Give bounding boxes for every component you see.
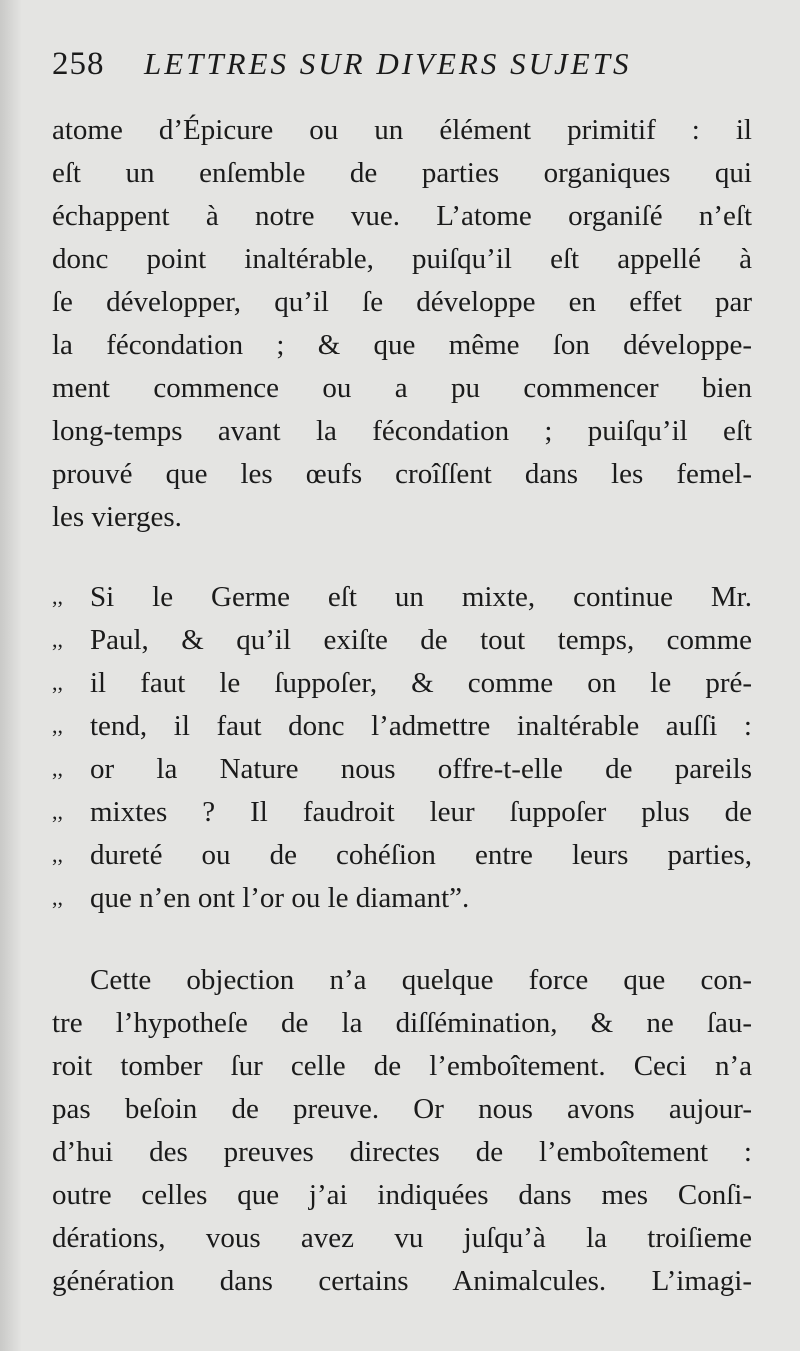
text-line: pas beſoin de preuve. Or nous avons aujour- (52, 1093, 752, 1125)
page-number: 258 (52, 46, 105, 82)
quote-line: or la Nature nous offre-t-elle de pareils (90, 753, 752, 785)
text-line: tre l’hypotheſe de la diſſémination, & ne ſau- (52, 1007, 752, 1039)
quote-line: tend, il faut donc l’admettre inaltérable auſſi : (90, 710, 752, 742)
quote-mark: ,, (52, 799, 63, 824)
text-line: prouvé que les œufs croîſſent dans les femel- (52, 458, 752, 490)
text-line: ſe développer, qu’il ſe développe en effet par (52, 286, 752, 318)
text-line: échappent à notre vue. L’atome organiſé n’eſt (52, 200, 752, 232)
text-line: eſt un enſemble de parties organiques qui (52, 157, 752, 189)
text-line: Cette objection n’a quelque force que con- (90, 964, 752, 996)
text-line: les vierges. (52, 501, 182, 533)
quote-line: Si le Germe eſt un mixte, continue Mr. (90, 581, 752, 613)
text-line: d’hui des preuves directes de l’emboîtement : (52, 1136, 752, 1168)
quote-line: Paul, & qu’il exiſte de tout temps, comme (90, 624, 752, 656)
running-title: LETTRES SUR DIVERS SUJETS (144, 46, 632, 81)
text-line: outre celles que j’ai indiquées dans mes Conſi- (52, 1179, 752, 1211)
quote-line: il faut le ſuppoſer, & comme on le pré- (90, 667, 752, 699)
quote-mark: ,, (52, 713, 63, 738)
quote-mark: ,, (52, 627, 63, 652)
text-line: long-temps avant la fécondation ; puiſqu’il eſt (52, 415, 752, 447)
text-line: dérations, vous avez vu juſqu’à la troiſieme (52, 1222, 752, 1254)
quote-mark: ,, (52, 756, 63, 781)
quote-mark: ,, (52, 670, 63, 695)
quote-mark: ,, (52, 584, 63, 609)
quote-line: mixtes ? Il faudroit leur ſuppoſer plus de (90, 796, 752, 828)
text-line: la fécondation ; & que même ſon développe- (52, 329, 752, 361)
text-line: atome d’Épicure ou un élément primitif : il (52, 114, 752, 146)
text-line: génération dans certains Animalcules. L’imagi- (52, 1265, 752, 1297)
quote-mark: ,, (52, 842, 63, 867)
quote-line: que n’en ont l’or ou le diamant”. (90, 882, 470, 914)
quote-line: dureté ou de cohéſion entre leurs parties, (90, 839, 752, 871)
text-line: ment commence ou a pu commencer bien (52, 372, 752, 404)
page-header (52, 42, 752, 92)
text-line: donc point inaltérable, puiſqu’il eſt appellé à (52, 243, 752, 275)
quote-mark: ,, (52, 885, 63, 910)
text-line: roit tomber ſur celle de l’emboîtement. Ceci n’a (52, 1050, 752, 1082)
